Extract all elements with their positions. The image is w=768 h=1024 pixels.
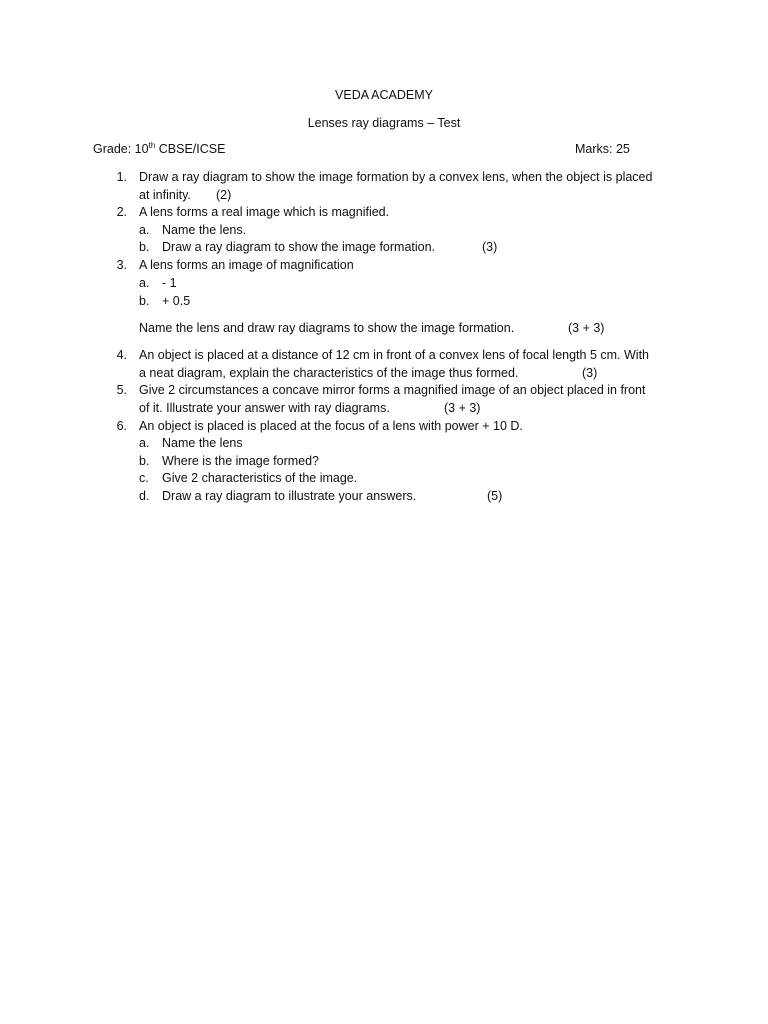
total-marks: Marks: 25 bbox=[575, 142, 630, 156]
question-text: A lens forms a real image which is magnified. bbox=[139, 205, 390, 219]
question-text: a neat diagram, explain the characteristics of the image thus formed. bbox=[139, 366, 519, 380]
grade-suffix: CBSE/ICSE bbox=[155, 142, 226, 156]
grade-superscript: th bbox=[148, 140, 156, 150]
sub-question-letter: a. bbox=[139, 276, 150, 290]
sub-question-text: - 1 bbox=[162, 276, 177, 290]
page-subtitle: Lenses ray diagrams – Test bbox=[307, 116, 461, 130]
sub-question-letter: c. bbox=[139, 471, 149, 485]
sub-question-text: Name the lens. bbox=[162, 223, 247, 237]
question-number: 4. bbox=[116, 348, 127, 362]
sub-question-letter: b. bbox=[139, 240, 150, 254]
question-text: of it. Illustrate your answer with ray diagrams. bbox=[139, 401, 390, 415]
question-marks: (3 + 3) bbox=[568, 321, 605, 335]
question-text: Draw a ray diagram to show the image formation by a convex lens, when the object is placed bbox=[139, 170, 653, 184]
sub-question-text: Give 2 characteristics of the image. bbox=[162, 471, 358, 485]
question-marks: (3 + 3) bbox=[444, 401, 481, 415]
question-marks: (5) bbox=[487, 489, 503, 503]
grade-line bbox=[93, 142, 225, 156]
grade-prefix: Grade: 10 bbox=[93, 142, 149, 156]
question-text: A lens forms an image of magnification bbox=[139, 258, 354, 272]
question-marks: (3) bbox=[582, 366, 598, 380]
sub-question-letter: b. bbox=[139, 294, 150, 308]
question-number: 1. bbox=[116, 170, 127, 184]
sub-question-letter: a. bbox=[139, 436, 150, 450]
sub-question-text: + 0.5 bbox=[162, 294, 191, 308]
sub-question-text: Name the lens bbox=[162, 436, 243, 450]
question-number: 5. bbox=[116, 383, 127, 397]
sub-question-letter: b. bbox=[139, 454, 150, 468]
page-title: VEDA ACADEMY bbox=[335, 88, 433, 102]
question-marks: (2) bbox=[216, 188, 232, 202]
question-text: at infinity. bbox=[139, 188, 191, 202]
question-text: An object is placed is placed at the focus of a lens with power + 10 D. bbox=[139, 419, 523, 433]
question-number: 2. bbox=[116, 205, 127, 219]
sub-question-text: Draw a ray diagram to illustrate your answers. bbox=[162, 489, 417, 503]
question-text: An object is placed at a distance of 12 cm in front of a convex lens of focal length 5 cm. With bbox=[139, 348, 649, 362]
sub-question-text: Where is the image formed? bbox=[162, 454, 320, 468]
question-marks: (3) bbox=[482, 240, 498, 254]
question-text: Give 2 circumstances a concave mirror forms a magnified image of an object placed in front bbox=[139, 383, 646, 397]
question-followup-text: Name the lens and draw ray diagrams to show the image formation. bbox=[139, 321, 515, 335]
sub-question-letter: d. bbox=[139, 489, 150, 503]
question-number: 3. bbox=[116, 258, 127, 272]
sub-question-letter: a. bbox=[139, 223, 150, 237]
question-number: 6. bbox=[116, 419, 127, 433]
sub-question-text: Draw a ray diagram to show the image formation. bbox=[162, 240, 436, 254]
